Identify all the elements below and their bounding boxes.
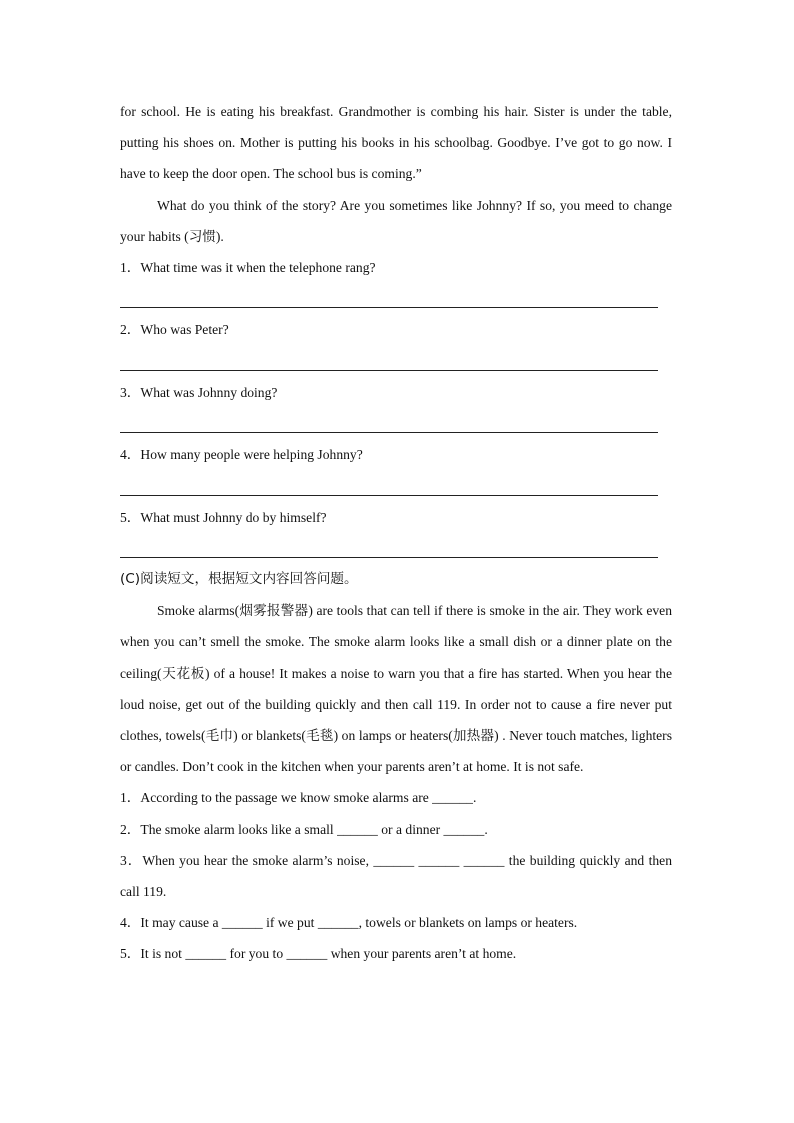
worksheet-page (120, 96, 672, 970)
question-b-4: 4．How many people were helping Johnny? (120, 447, 363, 463)
answer-line-3[interactable] (120, 408, 672, 439)
question-b-3: 3．What was Johnny doing? (120, 384, 278, 400)
question-b-5: 5．What must Johnny do by himself? (120, 509, 327, 525)
story-paragraph-1: for school. He is eating his breakfast. Grandmother is combing his hair. Sister is under the table, putting his shoes on. Mother is putting his books in his schoolbag. Goodbye. I’ve got to go now. I have to keep the door open. The school bus is coming.” (120, 104, 672, 182)
section-c-passage: Smoke alarms(烟雾报警器) are tools that can tell if there is smoke in the air. They work even when you can’t smell the smoke. The smoke alarm looks like a small dish or a dinner plate on the ceiling(天花板) of a house! It makes a noise to warn you that a fire has started. When you hear the loud noise, get out of the building quickly and then call 119. In order not to cause a fire never put clothes, towels(毛巾) or blankets(毛毯) on lamps or heaters(加热器) . Never touch matches, lighters or candles. Don’t cook in the kitchen when your parents aren’t at home. It is not safe. (120, 603, 672, 775)
question-c-3: 3．When you hear the smoke alarm’s noise, ______ ______ ______ the building quickly and then call 119. (120, 852, 672, 899)
question-c-5: 5．It is not ______ for you to ______ when your parents aren’t at home. (120, 946, 517, 962)
answer-line-5[interactable] (120, 533, 672, 564)
story-paragraph-2: What do you think of the story? Are you sometimes like Johnny? If so, you meed to change your habits (习惯). (120, 197, 672, 244)
question-b-1: 1．What time was it when the telephone rang? (120, 260, 376, 276)
question-c-2: 2．The smoke alarm looks like a small ______ or a dinner ______. (120, 821, 488, 837)
question-c-4: 4．It may cause a ______ if we put ______, towels or blankets on lamps or heaters. (120, 915, 578, 931)
question-c-1: 1．According to the passage we know smoke alarms are ______. (120, 790, 477, 806)
answer-line-4[interactable] (120, 470, 672, 501)
answer-line-1[interactable] (120, 283, 672, 314)
section-c-heading: (C)阅读短文，根据短文内容回答问题。 (120, 570, 358, 587)
question-b-2: 2．Who was Peter? (120, 322, 229, 338)
answer-line-2[interactable] (120, 346, 672, 377)
